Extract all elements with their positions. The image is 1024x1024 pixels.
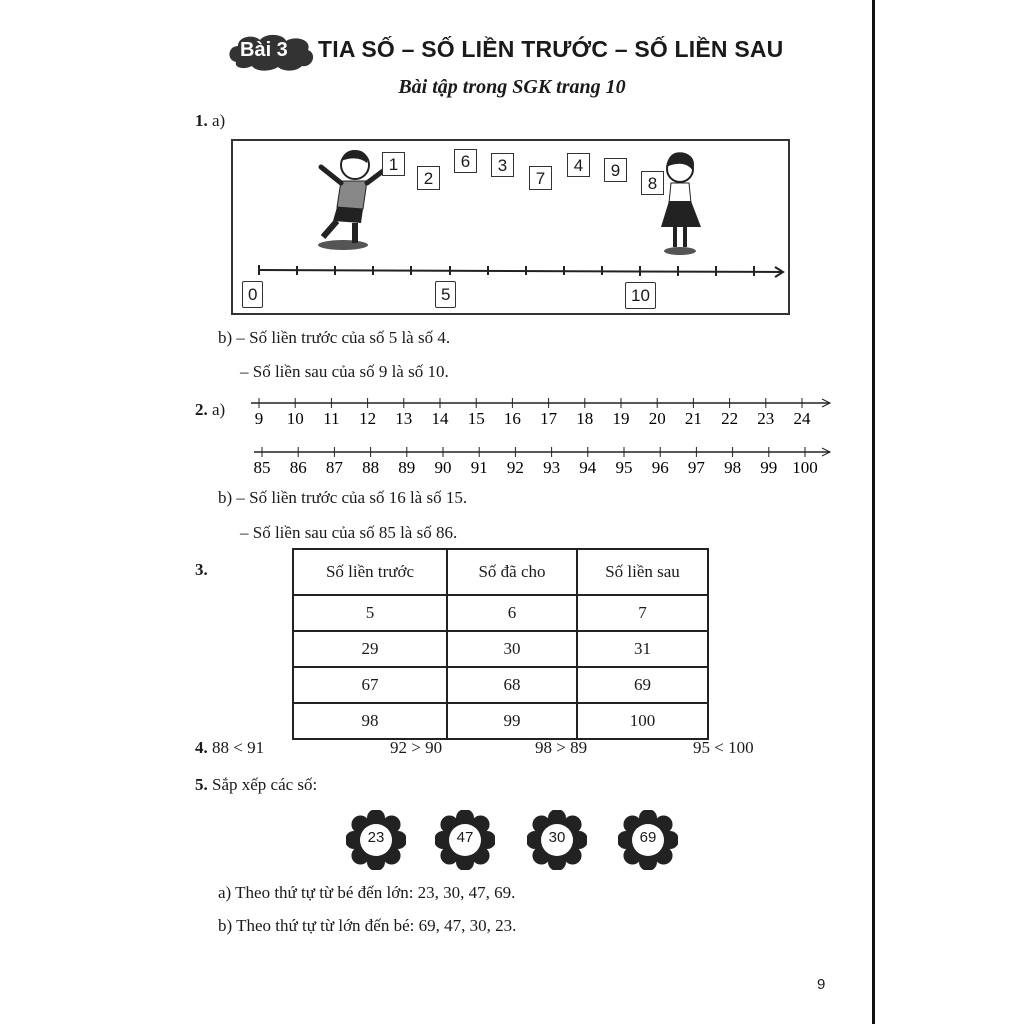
tick-label: 85 xyxy=(253,458,271,477)
cell: 31 xyxy=(577,631,708,667)
tick-label: 9 xyxy=(254,409,264,428)
cell: 6 xyxy=(447,595,577,631)
header-cell: Số liền sau xyxy=(577,549,708,595)
number-flower xyxy=(618,810,678,870)
number-card: 8 xyxy=(641,171,664,195)
tick-label: 97 xyxy=(687,458,705,477)
cell: 98 xyxy=(293,703,447,739)
ex5-heading: 5. Sắp xếp các số: xyxy=(195,775,318,794)
line-label-box: 10 xyxy=(625,282,656,309)
tick-label: 96 xyxy=(651,458,669,477)
tick-label: 100 xyxy=(792,458,818,477)
cell: 67 xyxy=(293,667,447,703)
tick-label: 13 xyxy=(395,409,413,428)
ex1-b-line: b) – Số liền trước của số 5 là số 4. xyxy=(218,328,451,347)
table-row xyxy=(293,595,708,631)
flower-number: 30 xyxy=(548,829,566,846)
tick-label: 17 xyxy=(540,409,558,428)
tick-label: 98 xyxy=(724,458,742,477)
number-card: 3 xyxy=(491,153,514,177)
tick-label: 89 xyxy=(398,458,416,477)
tick-label: 22 xyxy=(721,409,739,428)
page-number: 9 xyxy=(817,976,826,993)
tick-label: 18 xyxy=(576,409,594,428)
ex2-heading: 2. a) xyxy=(195,400,226,419)
cell: 69 xyxy=(577,667,708,703)
number-card: 4 xyxy=(567,153,590,177)
table-row xyxy=(293,667,708,703)
table-row xyxy=(293,631,708,667)
number-card: 2 xyxy=(417,166,440,190)
tick-label: 86 xyxy=(289,458,307,477)
ex4-item: 95 < 100 xyxy=(693,738,754,757)
ex3-table xyxy=(292,548,709,740)
tick-label: 16 xyxy=(503,409,521,428)
ex1-heading: 1. a) xyxy=(195,111,226,130)
tick-label: 20 xyxy=(648,409,666,428)
number-card: 6 xyxy=(454,149,477,173)
ex2-b-line: – Số liền sau của số 85 là số 86. xyxy=(240,523,458,542)
lesson-badge: Bài 3 xyxy=(226,32,316,72)
tick-label: 94 xyxy=(579,458,597,477)
line-label-box: 5 xyxy=(435,281,456,308)
tick-label: 19 xyxy=(612,409,630,428)
lesson-subtitle: Bài tập trong SGK trang 10 xyxy=(398,76,626,98)
ex4-item: 92 > 90 xyxy=(390,738,443,757)
page-edge-line xyxy=(872,0,875,1024)
cell: 5 xyxy=(293,595,447,631)
table-row xyxy=(293,703,708,739)
ex5-answer-a: a) Theo thứ tự từ bé đến lớn: 23, 30, 47, 69. xyxy=(218,883,516,902)
ex3-heading: 3. xyxy=(195,560,208,579)
number-flower xyxy=(346,810,406,870)
cell: 99 xyxy=(447,703,577,739)
tick-label: 93 xyxy=(543,458,561,477)
lesson-title: TIA SỐ – SỐ LIỀN TRƯỚC – SỐ LIỀN SAU xyxy=(318,36,784,62)
tick-label: 10 xyxy=(286,409,304,428)
ex4-item: 4. 88 < 91 xyxy=(195,738,265,757)
flower-number: 47 xyxy=(456,829,474,846)
cell: 29 xyxy=(293,631,447,667)
flower-number: 23 xyxy=(367,829,385,846)
tick-label: 88 xyxy=(362,458,380,477)
number-flower xyxy=(527,810,587,870)
tick-label: 99 xyxy=(760,458,778,477)
tick-label: 11 xyxy=(323,409,340,428)
tick-label: 14 xyxy=(431,409,449,428)
number-flower xyxy=(435,810,495,870)
cell: 30 xyxy=(447,631,577,667)
header-cell: Số liền trước xyxy=(293,549,447,595)
tick-label: 87 xyxy=(325,458,343,477)
tick-label: 24 xyxy=(793,409,811,428)
tick-label: 12 xyxy=(359,409,377,428)
number-card: 9 xyxy=(604,158,627,182)
cell: 7 xyxy=(577,595,708,631)
cell: 68 xyxy=(447,667,577,703)
number-lines xyxy=(240,392,840,482)
tick-label: 21 xyxy=(684,409,702,428)
ex4-item: 98 > 89 xyxy=(535,738,588,757)
ex2-b-line: b) – Số liền trước của số 16 là số 15. xyxy=(218,488,468,507)
ex5-answer-b: b) Theo thứ tự từ lớn đến bé: 69, 47, 30, 23. xyxy=(218,916,517,935)
tick-label: 92 xyxy=(506,458,524,477)
number-card: 1 xyxy=(382,152,405,176)
tick-label: 90 xyxy=(434,458,452,477)
ex1-illustration xyxy=(231,139,790,315)
number-card: 7 xyxy=(529,166,552,190)
ex1-b-line: – Số liền sau của số 9 là số 10. xyxy=(240,362,449,381)
tick-label: 23 xyxy=(757,409,775,428)
line-label-box: 0 xyxy=(242,281,263,308)
flower-number: 69 xyxy=(639,829,657,846)
cell: 100 xyxy=(577,703,708,739)
header-cell: Số đã cho xyxy=(447,549,577,595)
tick-label: 95 xyxy=(615,458,633,477)
tick-label: 91 xyxy=(470,458,488,477)
tick-label: 15 xyxy=(467,409,485,428)
